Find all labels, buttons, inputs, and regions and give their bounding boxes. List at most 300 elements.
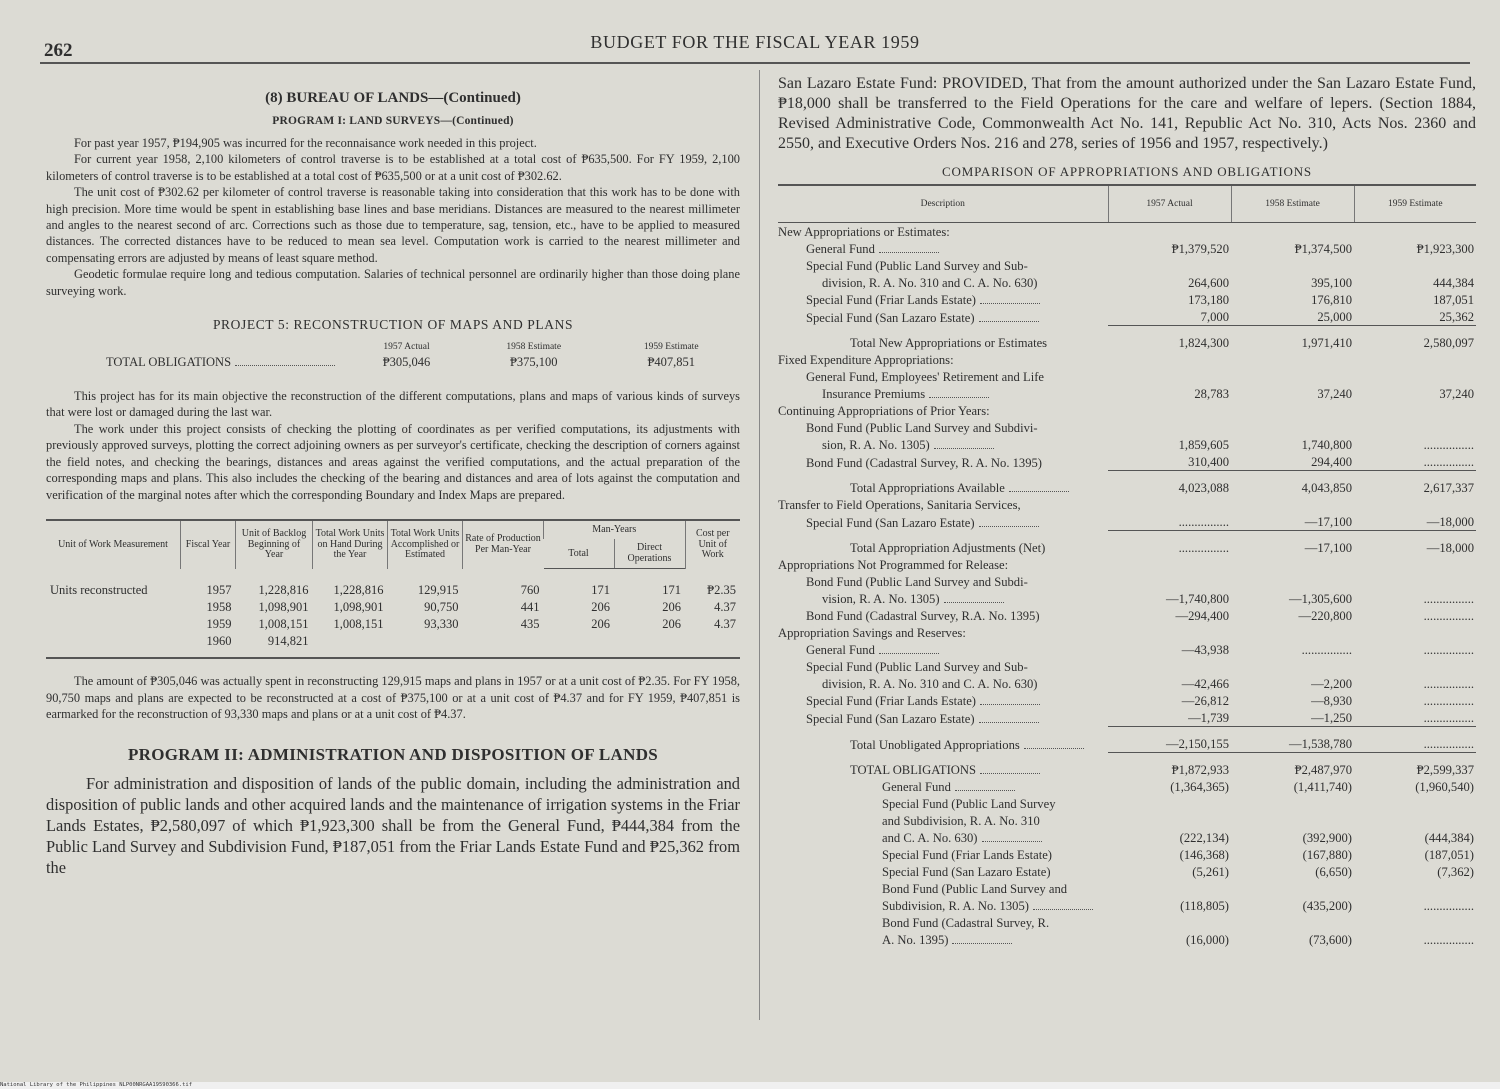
cell-direct: [614, 633, 685, 658]
cell-value: ................: [1423, 643, 1474, 657]
row-description: Total New Appropriations or Estimates: [850, 336, 1048, 350]
cell-value: —2,150,155: [1108, 727, 1231, 753]
row-description: Special Fund (San Lazaro Estate): [806, 711, 975, 726]
cell-value: 2,617,337: [1354, 471, 1476, 497]
cell-value: —26,812: [1181, 694, 1229, 708]
cell-value: [1231, 223, 1354, 241]
leader-dots: [944, 602, 1004, 603]
project-5-obligations-table: [46, 341, 740, 372]
leader-dots: [1009, 491, 1069, 492]
comparison-col-1959: 1959 Estimate: [1354, 185, 1476, 223]
cell-value: —1,305,600: [1289, 592, 1352, 606]
cell-accomp: [388, 633, 463, 658]
cell-value: [1231, 556, 1354, 573]
row-description: Appropriations Not Programmed for Release:: [778, 558, 1009, 572]
cell-value: [1231, 351, 1354, 368]
cell-cost: 4.37: [714, 617, 736, 632]
cell-value: [1108, 812, 1231, 829]
comparison-heading: COMPARISON OF APPROPRIATIONS AND OBLIGATIONS: [942, 164, 1312, 179]
cell-value: 173,180: [1188, 293, 1229, 307]
ob-value-1959: ₱407,851: [647, 355, 696, 370]
cell-value: ₱2,599,337: [1354, 753, 1476, 779]
cell-onhand: 1,008,151: [333, 617, 384, 632]
leader-dots: [980, 704, 1040, 705]
row-description: Continuing Appropriations of Prior Years:: [778, 404, 990, 418]
cell-value: [1354, 419, 1476, 436]
row-description: Bond Fund (Cadastral Survey, R. A. No. 1395): [806, 455, 1043, 470]
cell-value: (1,960,540): [1415, 780, 1474, 794]
row-description: Special Fund (Public Land Survey: [882, 797, 1056, 811]
cell-value: 395,100: [1311, 276, 1352, 290]
comparison-row: [778, 727, 1476, 753]
cell-value: [1354, 624, 1476, 641]
paragraph: For current year 1958, 2,100 kilometers of control traverse is to be established at a total cost of ₱635,500. For FY 1959, 2,100 kilometers of control traverse is to be established at a total cost of ₱635,500 or at a unit cost of ₱302.62.: [46, 152, 740, 183]
cell-backlog: 1,228,816: [258, 583, 309, 598]
paragraph: For past year 1957, ₱194,905 was incurred for the reconnaisance work needed in this project.: [74, 136, 537, 150]
cell-cost: [685, 633, 740, 658]
program-i-paragraphs: [46, 135, 740, 299]
cell-value: —2,200: [1311, 677, 1352, 691]
row-description: Transfer to Field Operations, Sanitaria Services,: [778, 498, 1021, 512]
cell-value: [1354, 812, 1476, 829]
cell-cost: ₱2.35: [707, 583, 736, 598]
row-description: A. No. 1395): [882, 933, 949, 947]
paragraph: The unit cost of ₱302.62 per kilometer of control traverse is reasonable taking into consideration that this work has to be done with high precision. More time would be spent in establishing base lines and base meridians. Distances are measured to the nearest millimeter and angles to the nearest second of arc. Corrections such as those due to temperature, sag, tension, etc., have to be applied to measured distances. The corrected distances have to be reduced to mean sea level. Computation work is carried to the nearest millimeter and compensating errors are adjusted by means of least square method.: [46, 185, 740, 265]
cell-value: [1231, 368, 1354, 385]
cell-accomp: 90,750: [424, 600, 459, 615]
row-description: and Subdivision, R. A. No. 310: [882, 814, 1040, 828]
cell-value: ................: [1301, 643, 1352, 657]
ob-label: TOTAL OBLIGATIONS: [106, 355, 232, 370]
cell-value: —43,938: [1181, 643, 1229, 657]
comparison-row: [778, 556, 1476, 573]
cell-fy: 1957: [206, 583, 232, 598]
row-description: Fixed Expenditure Appropriations:: [778, 353, 954, 367]
cell-value: [1231, 573, 1354, 590]
cell-value: 25,362: [1439, 310, 1474, 324]
row-description: Bond Fund (Cadastral Survey, R.: [882, 916, 1050, 930]
leader-dots: [979, 321, 1039, 322]
project-5-heading: PROJECT 5: RECONSTRUCTION OF MAPS AND PLANS: [212, 317, 574, 333]
cell-value: —1,250: [1311, 711, 1352, 725]
comparison-row: [778, 471, 1476, 497]
comparison-col-1958: 1958 Estimate: [1231, 185, 1354, 223]
cell-value: —1,740,800: [1166, 592, 1229, 606]
cell-value: (5,261): [1192, 865, 1229, 879]
cell-value: 294,400: [1311, 455, 1352, 469]
cell-onhand: 1,228,816: [333, 583, 384, 598]
comparison-row: [778, 308, 1476, 326]
comparison-col-1957: 1957 Actual: [1108, 185, 1231, 223]
scan-footer: National Library of the Philippines NLP00NRGAA19590366.tif: [0, 1082, 1500, 1089]
cell-value: ₱1,923,300: [1416, 242, 1474, 256]
cell-fy: 1958: [206, 600, 232, 615]
row-description: Special Fund (Friar Lands Estate): [806, 694, 976, 708]
cell-value: 37,240: [1439, 387, 1474, 401]
col-backlog: Unit of Backlog Beginning of Year: [236, 520, 313, 569]
comparison-row: [778, 846, 1476, 863]
cell-value: [1231, 880, 1354, 897]
paragraph: This project has for its main objective the reconstruction of the different computations, plans and maps of various kinds of surveys that were lost or damaged during the last war.: [46, 389, 740, 420]
cell-value: —8,930: [1311, 694, 1352, 708]
paragraph: The work under this project consists of checking the plotting of coordinates as per verified computations, its adjustments with previously approved surveys, plotting the correct adjoining owners as per surveyor's certificate, checking the description of corners against the field notes, and checking the bearings, distances and areas against the verified computations, and the actual preparation of the corresponding maps and plans. This also includes the checking of the bearing and distances and area of lots against the computation and verification of the marginal notes after which the corresponding Boundary and Index Maps are prepared.: [46, 421, 740, 502]
comparison-col-description: Description: [778, 185, 1108, 223]
comparison-row: [778, 931, 1476, 948]
cell-value: [1231, 402, 1354, 419]
row-description: sion, R. A. No. 1305): [822, 438, 930, 452]
comparison-row: [778, 641, 1476, 658]
leader-dots: [952, 943, 1012, 944]
leader-dots: [934, 448, 994, 449]
leader-dots: [980, 303, 1040, 304]
comparison-row: [778, 897, 1476, 914]
table-row: [46, 569, 740, 600]
comparison-row: [778, 914, 1476, 931]
cell-value: [1108, 795, 1231, 812]
cell-value: 176,810: [1311, 293, 1352, 307]
cell-value: ................: [1178, 515, 1229, 529]
cell-value: ................: [1354, 727, 1476, 753]
cell-value: [1108, 658, 1231, 675]
cell-value: [1354, 914, 1476, 931]
comparison-row: [778, 402, 1476, 419]
comparison-row: [778, 607, 1476, 624]
cell-total: 206: [591, 617, 610, 632]
cell-value: ................: [1108, 531, 1231, 557]
cell-value: 2,580,097: [1354, 326, 1476, 352]
row-description: Special Fund (Friar Lands Estate): [882, 848, 1052, 862]
row-description: General Fund: [806, 242, 875, 256]
comparison-row: [778, 274, 1476, 291]
cell-value: [1108, 880, 1231, 897]
row-description: Bond Fund (Public Land Survey and Subdi-: [806, 575, 1028, 589]
leader-dots: [979, 526, 1039, 527]
row-description: Bond Fund (Public Land Survey and Subdivi-: [806, 421, 1038, 435]
row-description: Subdivision, R. A. No. 1305): [882, 899, 1029, 913]
row-description: division, R. A. No. 310 and C. A. No. 630): [822, 276, 1038, 290]
comparison-row: [778, 573, 1476, 590]
cell-direct: 206: [662, 600, 681, 615]
cell-value: [1231, 419, 1354, 436]
comparison-row: [778, 326, 1476, 352]
cell-value: —17,100: [1231, 531, 1354, 557]
comparison-row: [778, 829, 1476, 846]
cell-value: [1231, 812, 1354, 829]
table-row: [46, 633, 740, 658]
cell-value: [1108, 556, 1231, 573]
comparison-row: [778, 863, 1476, 880]
ob-header-1959: 1959 Estimate: [643, 342, 699, 353]
row-description: General Fund: [806, 643, 875, 657]
program-i-heading: PROGRAM I: LAND SURVEYS—(Continued): [272, 115, 514, 127]
program-ii-heading: PROGRAM II: ADMINISTRATION AND DISPOSITION OF LANDS: [127, 744, 659, 764]
comparison-row: [778, 880, 1476, 897]
comparison-body: [778, 223, 1476, 949]
project-5-summary: The amount of ₱305,046 was actually spent in reconstructing 129,915 maps and plans in 1957 or at a unit cost of ₱2.35. For FY 1958, 90,750 maps and plans are expected to be reconstructed at a cost of ₱375,100 or at a unit cost of ₱4.37 and for FY 1959, ₱407,851 is earmarked for the reconstruction of 93,330 maps and plans or at a unit cost of ₱4.37.: [46, 674, 740, 722]
cell-value: [1354, 658, 1476, 675]
col-man-years: Man-Years: [544, 520, 686, 540]
paragraph: Geodetic formulae require long and tedious computation. Salaries of technical personnel are ordinarily higher than those doing plane surveying work.: [46, 267, 740, 298]
table-row: [46, 599, 740, 616]
cell-value: [1231, 496, 1354, 513]
left-column: [46, 80, 740, 878]
cell-value: [1231, 257, 1354, 274]
cell-value: (222,134): [1179, 831, 1229, 845]
cell-value: ₱1,872,933: [1108, 753, 1231, 779]
cell-value: ₱1,379,520: [1171, 242, 1229, 256]
comparison-row: [778, 240, 1476, 257]
row-description: Special Fund (Public Land Survey and Sub-: [806, 660, 1028, 674]
row-description: Total Appropriations Available: [850, 481, 1005, 495]
cell-backlog: 914,821: [267, 634, 309, 649]
col-cost: Cost per Unit of Work: [685, 520, 740, 569]
comparison-row: [778, 812, 1476, 829]
cell-value: (392,900): [1302, 831, 1352, 845]
cell-value: 444,384: [1433, 276, 1474, 290]
row-description: Special Fund (San Lazaro Estate): [806, 310, 975, 325]
cell-onhand: [313, 633, 388, 658]
cell-total: 171: [591, 583, 610, 598]
page-header: [40, 28, 1470, 64]
comparison-row: [778, 257, 1476, 274]
cell-value: [1354, 573, 1476, 590]
cell-value: [1354, 257, 1476, 274]
cell-value: [1108, 257, 1231, 274]
cell-value: [1354, 368, 1476, 385]
cell-rate: 441: [520, 600, 540, 615]
cell-value: 7,000: [1200, 310, 1229, 324]
cell-value: [1108, 368, 1231, 385]
comparison-row: [778, 453, 1476, 471]
cell-value: 25,000: [1317, 310, 1352, 324]
row-description: Special Fund (San Lazaro Estate): [806, 515, 975, 530]
cell-value: —18,000: [1354, 531, 1476, 557]
cell-value: [1108, 624, 1231, 641]
cell-value: [1354, 402, 1476, 419]
cell-unit: Units reconstructed: [50, 583, 148, 598]
row-description: New Appropriations or Estimates:: [778, 225, 950, 239]
cell-value: [1231, 624, 1354, 641]
cell-unit: [46, 633, 181, 658]
cell-value: 1,859,605: [1178, 438, 1229, 452]
leader-dots: [1024, 748, 1084, 749]
project-5-paragraphs: [46, 388, 740, 503]
leader-dots: [1033, 909, 1093, 910]
cell-value: ................: [1423, 899, 1474, 913]
comparison-row: [778, 419, 1476, 436]
cell-direct: 206: [662, 617, 681, 632]
cell-value: —220,800: [1298, 609, 1352, 623]
cell-value: [1231, 795, 1354, 812]
cell-value: ................: [1423, 694, 1474, 708]
cell-value: (73,600): [1308, 933, 1352, 947]
row-description: Bond Fund (Public Land Survey and: [882, 882, 1068, 896]
cell-value: —42,466: [1181, 677, 1229, 691]
leader-dots: [980, 773, 1040, 774]
comparison-table: [778, 184, 1476, 948]
cell-onhand: 1,098,901: [333, 600, 384, 615]
leader-dots: [955, 790, 1015, 791]
cell-value: 264,600: [1188, 276, 1229, 290]
leader-dots: [979, 722, 1039, 723]
cell-value: (435,200): [1302, 899, 1352, 913]
ob-value-1958: ₱375,100: [509, 355, 558, 370]
cell-backlog: 1,098,901: [258, 600, 309, 615]
cell-value: (118,805): [1180, 899, 1229, 913]
cell-cost: 4.37: [714, 600, 736, 615]
row-description: division, R. A. No. 310 and C. A. No. 630): [822, 677, 1038, 691]
cell-accomp: 129,915: [417, 583, 459, 598]
cell-value: [1108, 496, 1231, 513]
leader-dots: [929, 397, 989, 398]
cell-value: ₱2,487,970: [1231, 753, 1354, 779]
cell-value: [1108, 402, 1231, 419]
column-divider: [759, 70, 760, 1020]
row-description: Insurance Premiums: [822, 387, 926, 401]
cell-value: ................: [1423, 609, 1474, 623]
comparison-row: [778, 778, 1476, 795]
cell-value: 4,023,088: [1108, 471, 1231, 497]
comparison-row: [778, 436, 1476, 453]
cell-value: [1231, 658, 1354, 675]
cell-value: 1,824,300: [1108, 326, 1231, 352]
cell-value: [1354, 351, 1476, 368]
cell-value: 4,043,850: [1231, 471, 1354, 497]
cell-value: —17,100: [1304, 515, 1352, 529]
cell-value: [1108, 914, 1231, 931]
san-lazaro-paragraph: San Lazaro Estate Fund: PROVIDED, That from the amount authorized under the San Lazaro Estate Fund, ₱18,000 shall be transferred to the Field Operations for the care and welfare of lepers. (Section 1884, Revised Administrative Code, Commonwealth Act No. 141, Republic Act No. 310, Acts Nos. 2360 and 2550, and Executive Orders Nos. 216 and 278, series of 1956 and 1957, respectively.): [778, 75, 1476, 152]
row-description: Special Fund (Public Land Survey and Sub-: [806, 259, 1028, 273]
leader-dots: [879, 252, 939, 253]
cell-value: (444,384): [1424, 831, 1474, 845]
comparison-row: [778, 709, 1476, 727]
comparison-row: [778, 351, 1476, 368]
cell-direct: 171: [662, 583, 681, 598]
cell-value: 187,051: [1433, 293, 1474, 307]
row-description: Special Fund (Friar Lands Estate): [806, 293, 976, 307]
cell-rate: 435: [520, 617, 540, 632]
cell-fy: 1959: [206, 617, 232, 632]
col-fiscal-year: Fiscal Year: [181, 520, 236, 569]
col-on-hand: Total Work Units on Hand During the Year: [313, 520, 388, 569]
row-description: Bond Fund (Cadastral Survey, R.A. No. 1395): [806, 609, 1040, 623]
cell-value: ................: [1423, 711, 1474, 725]
cell-value: ₱1,374,500: [1294, 242, 1352, 256]
col-rate: Rate of Production Per Man-Year: [463, 520, 544, 569]
comparison-row: [778, 531, 1476, 557]
cell-value: (1,364,365): [1170, 780, 1229, 794]
cell-value: 1,740,800: [1301, 438, 1352, 452]
cell-fy: 1960: [206, 634, 232, 649]
cell-total: 206: [591, 600, 610, 615]
cell-value: (16,000): [1185, 933, 1229, 947]
cell-value: —294,400: [1175, 609, 1229, 623]
cell-value: [1354, 223, 1476, 241]
row-description: General Fund, Employees' Retirement and Life: [806, 370, 1044, 384]
cell-value: (7,362): [1437, 865, 1474, 879]
bureau-heading: (8) BUREAU OF LANDS—(Continued): [265, 90, 521, 106]
cell-value: [1108, 573, 1231, 590]
cell-value: 1,971,410: [1231, 326, 1354, 352]
cell-value: ................: [1423, 592, 1474, 606]
ob-header-1958: 1958 Estimate: [506, 342, 562, 353]
cell-unit: [46, 599, 181, 616]
cell-value: [1108, 351, 1231, 368]
cell-value: [1108, 419, 1231, 436]
col-accomplished: Total Work Units Accomplished or Estimated: [388, 520, 463, 569]
page-title: BUDGET FOR THE FISCAL YEAR 1959: [590, 32, 920, 52]
cell-backlog: 1,008,151: [258, 617, 309, 632]
cell-value: [1354, 880, 1476, 897]
row-description: Special Fund (San Lazaro Estate): [882, 865, 1051, 879]
cell-value: (146,368): [1179, 848, 1229, 862]
program-ii-paragraph: For administration and disposition of lands of the public domain, including the administration and disposition of public lands and other acquired lands and the maintenance of irrigation systems in the Friar Lands Estates, ₱2,580,097 of which ₱1,923,300 shall be from the General Fund, ₱444,384 from the Public Land Survey and Subdivision Fund, ₱187,051 from the Friar Lands Estate Fund and ₱25,362 from the: [46, 773, 740, 877]
table-row: [46, 616, 740, 633]
comparison-row: [778, 675, 1476, 692]
cell-total: [544, 633, 615, 658]
cell-value: ................: [1423, 438, 1474, 452]
comparison-row: [778, 385, 1476, 402]
ob-header-1957: 1957 Actual: [383, 342, 430, 353]
cell-value: [1354, 556, 1476, 573]
row-description: and C. A. No. 630): [882, 831, 978, 845]
comparison-row: [778, 624, 1476, 641]
cell-value: [1354, 795, 1476, 812]
cell-value: (167,880): [1302, 848, 1352, 862]
cell-value: 310,400: [1188, 455, 1229, 469]
cell-accomp: 93,330: [424, 617, 459, 632]
cell-value: 37,240: [1317, 387, 1352, 401]
cell-value: (1,411,740): [1293, 780, 1352, 794]
comparison-row: [778, 692, 1476, 709]
comparison-row: [778, 795, 1476, 812]
cell-value: —1,538,780: [1231, 727, 1354, 753]
cell-value: 28,783: [1194, 387, 1229, 401]
comparison-row: [778, 496, 1476, 513]
cell-value: [1108, 223, 1231, 241]
row-description: TOTAL OBLIGATIONS: [850, 763, 976, 777]
comparison-row: [778, 291, 1476, 308]
cell-value: (187,051): [1424, 848, 1474, 862]
comparison-row: [778, 590, 1476, 607]
row-description: General Fund: [882, 780, 951, 794]
comparison-row: [778, 368, 1476, 385]
page-number: 262: [44, 40, 73, 61]
leader-dots: [879, 653, 939, 654]
ob-value-1957: ₱305,046: [382, 355, 431, 370]
comparison-row: [778, 223, 1476, 241]
cell-value: ................: [1423, 677, 1474, 691]
cell-rate: 760: [520, 583, 540, 598]
leader-dots: [982, 841, 1042, 842]
col-unit: Unit of Work Measurement: [58, 538, 168, 550]
col-total: Total: [544, 539, 615, 569]
row-description: Total Appropriation Adjustments (Net): [850, 541, 1046, 555]
comparison-row: [778, 753, 1476, 779]
row-description: Appropriation Savings and Reserves:: [778, 626, 966, 640]
row-description: Total Unobligated Appropriations: [850, 737, 1020, 752]
cell-value: (6,650): [1315, 865, 1352, 879]
row-description: vision, R. A. No. 1305): [822, 592, 940, 606]
cell-value: [1354, 496, 1476, 513]
comparison-row: [778, 513, 1476, 531]
cell-value: ................: [1423, 455, 1474, 469]
cell-unit: [46, 616, 181, 633]
work-units-table: [46, 519, 740, 660]
cell-value: —1,739: [1188, 711, 1229, 725]
cell-rate: [463, 633, 544, 658]
right-column: [778, 64, 1476, 948]
